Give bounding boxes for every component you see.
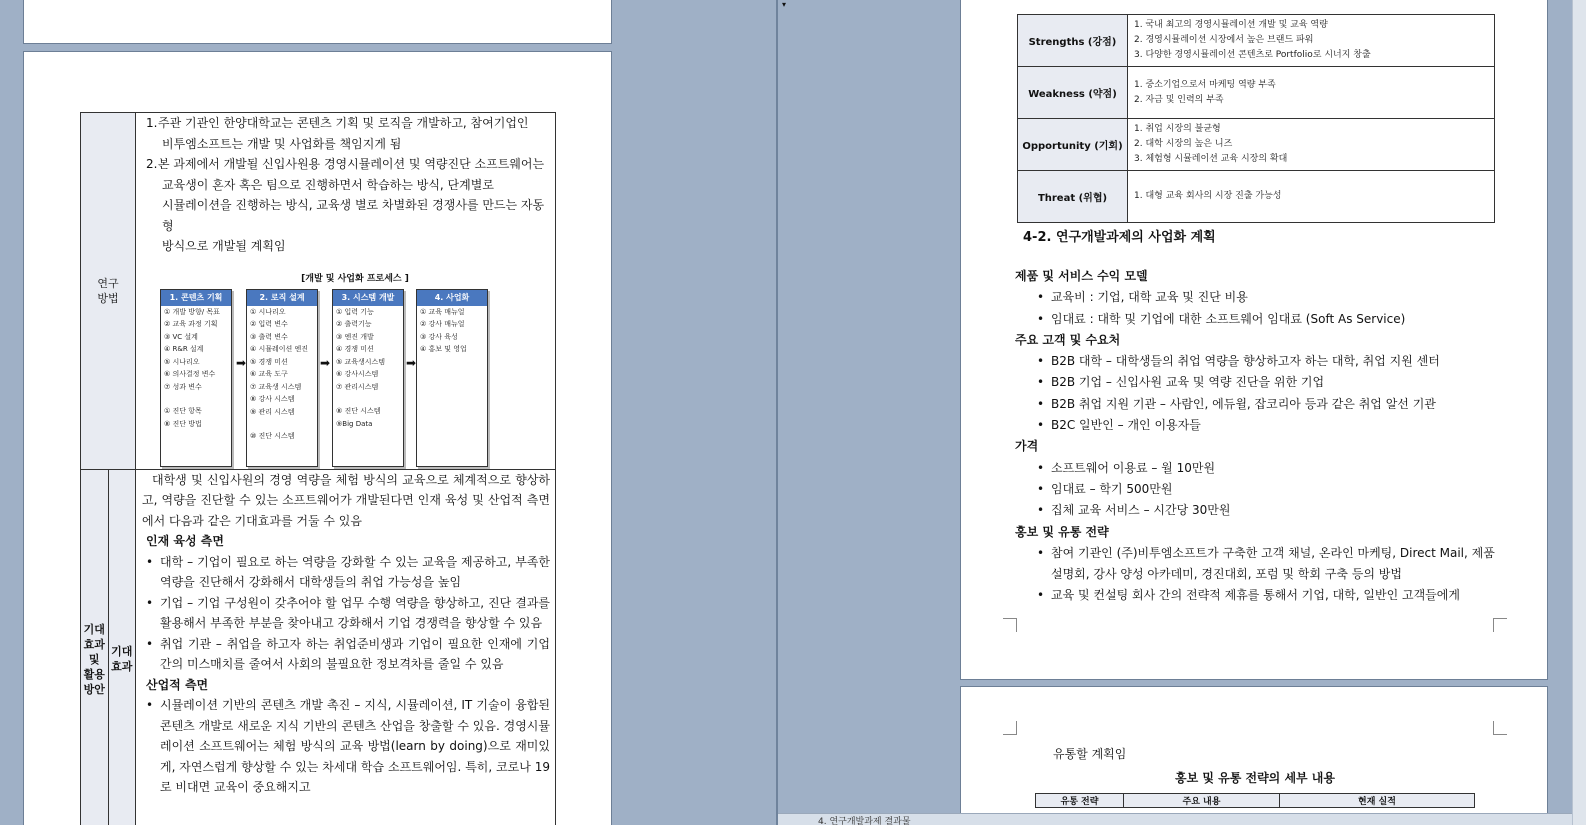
document-page xyxy=(960,0,1548,680)
process-step-box xyxy=(160,289,232,467)
section-heading: 제품 및 서비스 수익 모델 xyxy=(1015,269,1148,283)
vertical-scrollbar[interactable] xyxy=(1572,0,1586,825)
process-diagram xyxy=(160,269,550,469)
expected-effects-inner-label: 기대 효과 xyxy=(108,469,136,825)
list-item: • 대학 – 기업이 필요로 하는 역량을 강화할 수 있는 교육을 제공하고, 부족한 역량을 진단해서 강화해서 대학생들의 취업 가능성을 높임 xyxy=(146,554,550,589)
process-step-item: ① 시나리오 xyxy=(250,307,286,316)
left-document-pane[interactable] xyxy=(0,0,776,825)
process-step-item: ③ 엔진 개발 xyxy=(336,332,374,341)
process-step-item: ⑦ 교육생 시스템 xyxy=(250,382,302,391)
process-step-item: ③ 출력 변수 xyxy=(250,332,288,341)
process-step-item: ② 강사 매뉴얼 xyxy=(420,320,465,328)
section-heading: 산업적 측면 xyxy=(146,677,209,692)
process-step-item: ⑨Big Data xyxy=(336,419,373,428)
status-text: 4. 연구개발과제 결과물 xyxy=(818,817,911,825)
process-step-item: ⑧ 강사 시스템 xyxy=(250,395,295,403)
expected-effects-content xyxy=(136,469,556,825)
list-item: • 기업 – 기업 구성원이 갖추어야 할 업무 수행 역량을 향상하고, 진단 결과를 활용해서 부족한 부분을 찾아내고 강화해서 기업 경쟁력을 향상할 수 있음 xyxy=(146,595,550,630)
process-step-item xyxy=(333,393,403,405)
process-step-header: 2. 로직 설계 xyxy=(247,290,317,306)
margin-mark xyxy=(1003,618,1017,632)
right-document-pane[interactable] xyxy=(778,0,1586,825)
list-item: • 시뮬레이션 기반의 콘텐츠 개발 촉진 – 지식, 시뮬레이션, IT 기술이 융합된 콘텐츠 개발로 새로운 지식 기반의 콘텐츠 산업을 창출할 수 있음. 경영시뮬레이션 소프트웨어는 체험 방식의 교육 방법(learn by doing)으로 재미있게, 자연스럽게 향상할 수 있는 차세대 학습 소프트웨어임. 특히, 코로나 19로 비대면 교육이 중요해지고 xyxy=(146,698,550,794)
section-heading: 인재 육성 측면 xyxy=(146,534,224,548)
list-item: • B2C 일반인 – 개인 이용자들 xyxy=(1037,418,1201,433)
plan-table xyxy=(80,112,556,825)
margin-mark xyxy=(1493,618,1507,632)
ruler-toggle-icon[interactable]: ▾ xyxy=(782,0,787,9)
swot-table xyxy=(1017,14,1495,223)
method-item-1: 1. 주관 기관인 한양대학교는 콘텐츠 기획 및 로직을 개발하고, 참여기업인 xyxy=(146,116,529,130)
status-bar xyxy=(778,813,1572,825)
table-title: 홍보 및 유통 전략의 세부 내용 xyxy=(1175,771,1335,785)
process-step-item: ④ R&R 설계 xyxy=(164,345,204,353)
research-method-label xyxy=(81,113,136,470)
process-step-item: ⑧ 진단 시스템 xyxy=(336,407,381,415)
process-step-header: 1. 콘텐츠 기획 xyxy=(161,290,231,306)
process-step-item: ④ 시뮬레이션 엔진 xyxy=(250,345,309,353)
process-step-box xyxy=(246,289,318,467)
research-method-content: 1. 주관 기관인 한양대학교는 콘텐츠 기획 및 로직을 개발하고, 참여기업인 비투엠소프트는 개발 및 사업화를 책임지게 됨 2. 본 과제에서 개발될 신입사원용 경영시뮬레이션 및 역량진단 소프트웨어는 교육생이 혼자 혹은 팀으로 진행하면서 학습하는 방식, 단계별로 시뮬레이션을 진행하는 방식, 교육생 별로 차별화된 경쟁사를 만드는 자동형 방식으로 개발될 계획임 [개발 및 사업화 프로세스 ] 1. 콘텐츠 기획 ① 개발 방향/ 목표 ② 교육 과정 기획 ③ VC 설계 ④ R&R 설계 ⑤ 시나리오 ⑥ 의사결정 변수 ⑦ 성과 변수 ① 진단 항목 ⑧ 진단 방법 2. 로직 설계 ① 시나리오 ② 입력 변수 ③ 출력 변수 ④ 시뮬레이션 엔진 ⑤ 경쟁 미션 ⑥ 교육 도구 ⑦ 교육생 시스템 ⑧ 강사 시스템 ⑨ 관리 시스템 ⑩ 진단 시스템 3. 시스템 개발 ① 입력 기능 ② 출력기능 ③ 엔진 개발 ④ 경쟁 미션 ⑤ 교육생시스템 ⑥ 강사시스템 ⑦ 관리시스템 ⑧ 진단 시스템 ⑨Big Data 4. 사업화 ① 교육 매뉴얼 ② 강사 매뉴얼 ③ 강사 육성 ④ 홍보 및 영업 ➡ ➡ ➡ xyxy=(136,113,556,470)
method-item-2: 2. 본 과제에서 개발될 신입사원용 경영시뮬레이션 및 역량진단 소프트웨어는 xyxy=(146,157,545,171)
effects-intro: 대학생 및 신입사원의 경영 역량을 체험 방식의 교육으로 체계적으로 향상하고, 역량을 진단할 수 있는 소프트웨어가 개발된다면 인재 육성 및 산업적 측면에서 다음과 같은 기대효과를 거둘 수 있음 xyxy=(142,472,550,528)
process-step-item: ④ 경쟁 미션 xyxy=(336,345,374,353)
list-item: • 교육비 : 기업, 대학 교육 및 진단 비용 xyxy=(1037,290,1248,305)
process-step-item: ⑤ 시나리오 xyxy=(164,357,200,366)
list-item: • B2B 대학 – 대학생들의 취업 역량을 향상하고자 하는 대학, 취업 지원 센터 xyxy=(1037,354,1440,369)
table-row: 유통 전략 주요 내용 현재 실적 xyxy=(1036,794,1475,808)
table-row: Weakness (약점) 1. 중소기업으로서 마케팅 역량 부족 2. 자금 및 인력의 부족 xyxy=(1018,67,1495,119)
list-item: • 교육 및 컨설팅 회사 간의 전략적 제휴를 통해서 기업, 대학, 일반인 고객들에게 xyxy=(1037,588,1460,603)
process-step-item: ① 교육 매뉴얼 xyxy=(420,307,465,316)
process-step-header: 4. 사업화 xyxy=(417,290,487,306)
arrow-right-icon: ➡ xyxy=(406,355,417,370)
process-step-box xyxy=(332,289,404,467)
process-step-item: ⑥ 의사결정 변수 xyxy=(164,370,216,378)
diagram-title: [개발 및 사업화 프로세스 ] xyxy=(301,273,409,284)
process-step-item: ⑦ 성과 변수 xyxy=(164,382,202,391)
arrow-right-icon: ➡ xyxy=(320,355,331,370)
previous-page-bottom xyxy=(23,0,612,44)
process-step-header: 3. 시스템 개발 xyxy=(333,290,403,306)
table-row: Opportunity (기회) 1. 취업 시장의 불균형 2. 대학 시장의 높은 니즈 3. 체험형 시뮬레이션 교육 시장의 확대 xyxy=(1018,119,1495,171)
process-step-box xyxy=(416,289,488,467)
process-step-item: ② 출력기능 xyxy=(336,320,372,328)
commercialization-plan xyxy=(1015,228,1495,607)
list-item: • B2B 기업 – 신입사원 교육 및 역량 진단을 위한 기업 xyxy=(1037,375,1325,390)
next-document-page xyxy=(960,686,1548,825)
process-step-item: ⑩ 진단 시스템 xyxy=(250,432,295,440)
list-item: • B2B 취업 지원 기관 – 사람인, 에듀윌, 잡코리아 등과 같은 취업 알선 기관 xyxy=(1037,396,1436,411)
section-heading: 홍보 및 유통 전략 xyxy=(1015,524,1109,539)
process-step-item: ④ 홍보 및 영업 xyxy=(420,345,467,353)
process-step-item: ① 개발 방향/ 목표 xyxy=(164,307,220,316)
process-step-item: ⑦ 관리시스템 xyxy=(336,382,379,391)
process-step-item: ③ 강사 육성 xyxy=(420,332,458,341)
list-item: • 취업 기관 – 취업을 하고자 하는 취업준비생과 기업이 필요한 인재에 기업간의 미스매치를 줄여서 사회의 불필요한 정보격차를 줄일 수 있음 xyxy=(146,636,550,671)
carry-over-text: 유통할 계획임 xyxy=(1053,747,1127,761)
margin-mark xyxy=(1003,721,1017,735)
process-step-item: ① 입력 기능 xyxy=(336,307,374,316)
process-step-item: ⑤ 경쟁 미션 xyxy=(250,357,288,366)
list-item: • 소프트웨어 이용료 – 월 10만원 xyxy=(1037,460,1216,475)
process-step-item: ② 입력 변수 xyxy=(250,320,288,328)
process-step-item xyxy=(247,418,317,430)
process-step-item: ⑥ 강사시스템 xyxy=(336,370,379,378)
list-item: • 임대료 – 학기 500만원 xyxy=(1037,481,1173,496)
section-heading: 주요 고객 및 수요처 xyxy=(1015,332,1121,347)
table-row: Threat (위협) 1. 대형 교육 회사의 시장 진출 가능성 xyxy=(1018,171,1495,223)
table-row: Strengths (강점) 1. 국내 최고의 경영시뮬레이션 개발 및 교육 역량 2. 경영시뮬레이션 시장에서 높은 브랜드 파워 3. 다양한 경영시뮬레이션 콘텐츠로 Portfolio로 시너지 창출 xyxy=(1018,15,1495,67)
process-step-item: ⑧ 진단 방법 xyxy=(164,419,202,428)
research-method-label-text: 연구 방법 xyxy=(97,276,119,305)
process-step-item xyxy=(161,393,231,405)
process-step-item: ⑨ 관리 시스템 xyxy=(250,407,295,416)
arrow-right-icon: ➡ xyxy=(236,355,247,370)
list-item: • 참여 기관인 (주)비투엠소프트가 구축한 고객 채널, 온라인 마케팅, Direct Mail, 제품 설명회, 강사 양성 아카데미, 경진대회, 포럼 및 학회 구축 등의 방법 xyxy=(1037,545,1495,582)
process-step-item: ② 교육 과정 기획 xyxy=(164,320,218,328)
process-step-item: ① 진단 항목 xyxy=(164,407,202,415)
distribution-table xyxy=(1035,793,1475,808)
process-step-item: ⑥ 교육 도구 xyxy=(250,370,288,378)
margin-mark xyxy=(1493,721,1507,735)
process-step-item: ⑤ 교육생시스템 xyxy=(336,357,386,366)
list-item: • 임대료 : 대학 및 기업에 대한 소프트웨어 임대료 (Soft As Service) xyxy=(1037,311,1406,326)
section-title: 4-2. 연구개발과제의 사업화 계획 xyxy=(1023,230,1216,245)
list-item: • 집체 교육 서비스 – 시간당 30만원 xyxy=(1037,503,1231,518)
expected-effects-outer-label: 기대 효과 및 활용 방안 xyxy=(81,469,109,825)
document-page xyxy=(23,51,612,825)
section-heading: 가격 xyxy=(1015,439,1039,454)
process-step-item: ③ VC 설계 xyxy=(164,332,198,341)
